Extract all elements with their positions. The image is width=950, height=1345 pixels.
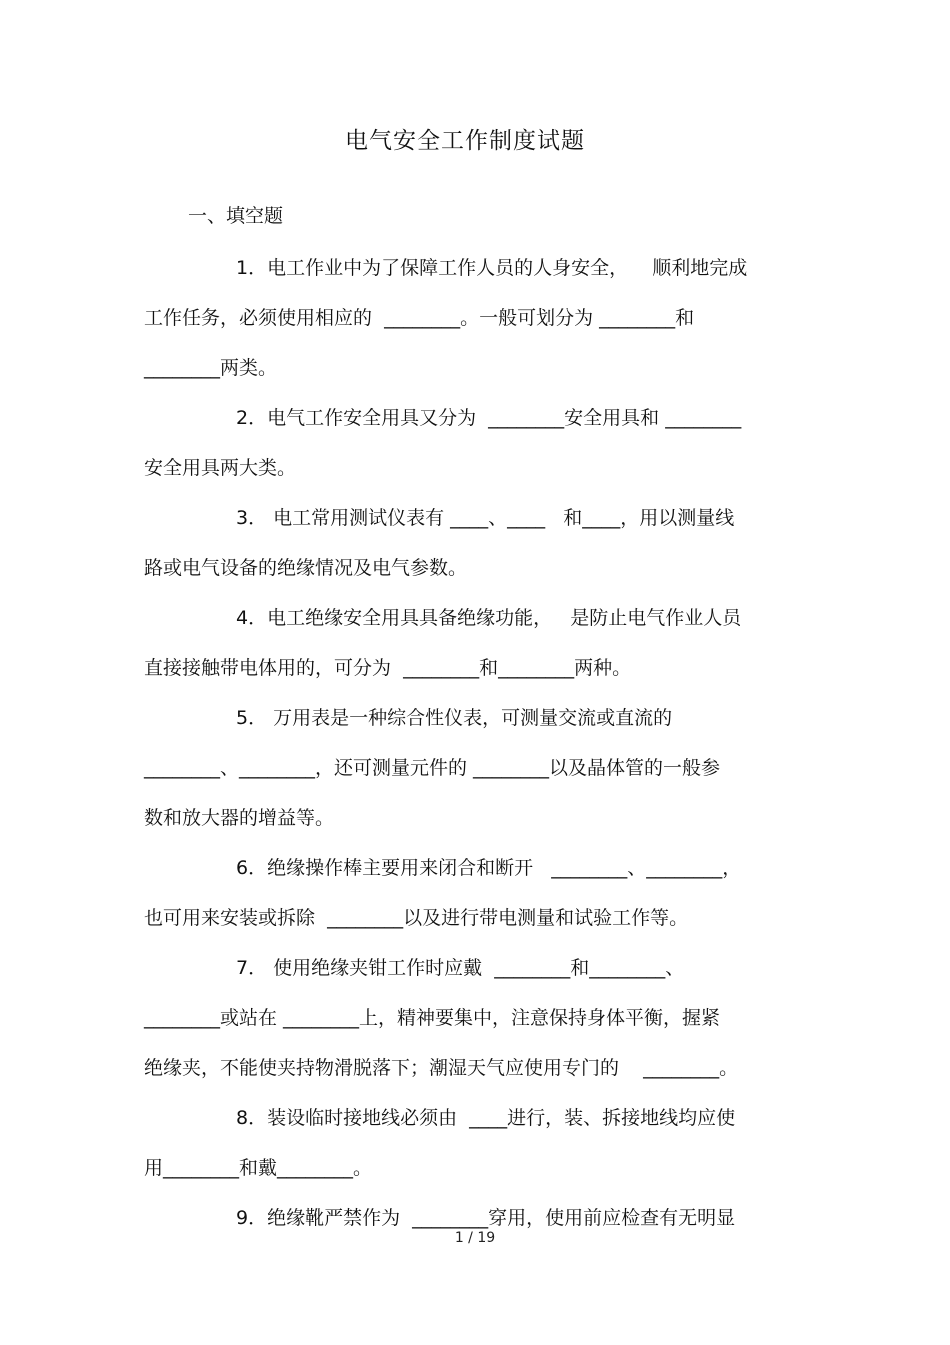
question-2-line-1: 2．电气工作安全用具又分为 ________安全用具和 ________ — [236, 407, 742, 429]
question-1-line-1: 1．电工作业中为了保障工作人员的人身安全， 顺利地完成 — [236, 257, 748, 279]
question-1-line-2: 工作任务，必须使用相应的 ________。一般可划分为 ________和 — [144, 307, 695, 329]
question-4-line-1: 4．电工绝缘安全用具具备绝缘功能， 是防止电气作业人员 — [236, 607, 742, 629]
question-5-line-1: 5． 万用表是一种综合性仪表，可测量交流或直流的 — [236, 707, 673, 729]
question-8-line-1: 8．装设临时接地线必须由 ____进行，装、拆接地线均应使 — [236, 1107, 736, 1129]
question-7-line-2: ________或站在 ________上，精神要集中，注意保持身体平衡，握紧 — [144, 1007, 721, 1029]
question-5-line-3: 数和放大器的增益等。 — [144, 807, 335, 829]
question-5-line-2: ________、________，还可测量元件的 ________以及晶体管的一般参 — [144, 757, 721, 779]
question-3-line-1: 3． 电工常用测试仪表有 ____、____ 和____，用以测量线 — [236, 507, 735, 529]
section-heading: 一、填空题 — [188, 205, 284, 227]
question-7-line-3: 绝缘夹，不能使夹持物滑脱落下；潮湿天气应使用专门的 ________。 — [144, 1057, 739, 1079]
page-number: 1 / 19 — [454, 1230, 496, 1246]
question-7-line-1: 7． 使用绝缘夹钳工作时应戴 ________和________、 — [236, 957, 685, 979]
question-1-line-3: ________两类。 — [144, 357, 278, 379]
question-6-line-1: 6．绝缘操作棒主要用来闭合和断开 ________、________， — [236, 857, 742, 879]
question-3-line-2: 路或电气设备的绝缘情况及电气参数。 — [144, 557, 468, 579]
question-4-line-2: 直接接触带电体用的，可分为 ________和________两种。 — [144, 657, 632, 679]
document-title: 电气安全工作制度试题 — [345, 128, 585, 154]
question-8-line-2: 用________和戴________。 — [144, 1157, 373, 1179]
question-9-line-1: 9．绝缘靴严禁作为 ________穿用，使用前应检查有无明显 — [236, 1207, 736, 1229]
question-2-line-2: 安全用具两大类。 — [144, 457, 297, 479]
question-6-line-2: 也可用来安装或拆除 ________以及进行带电测量和试验工作等。 — [144, 907, 689, 929]
